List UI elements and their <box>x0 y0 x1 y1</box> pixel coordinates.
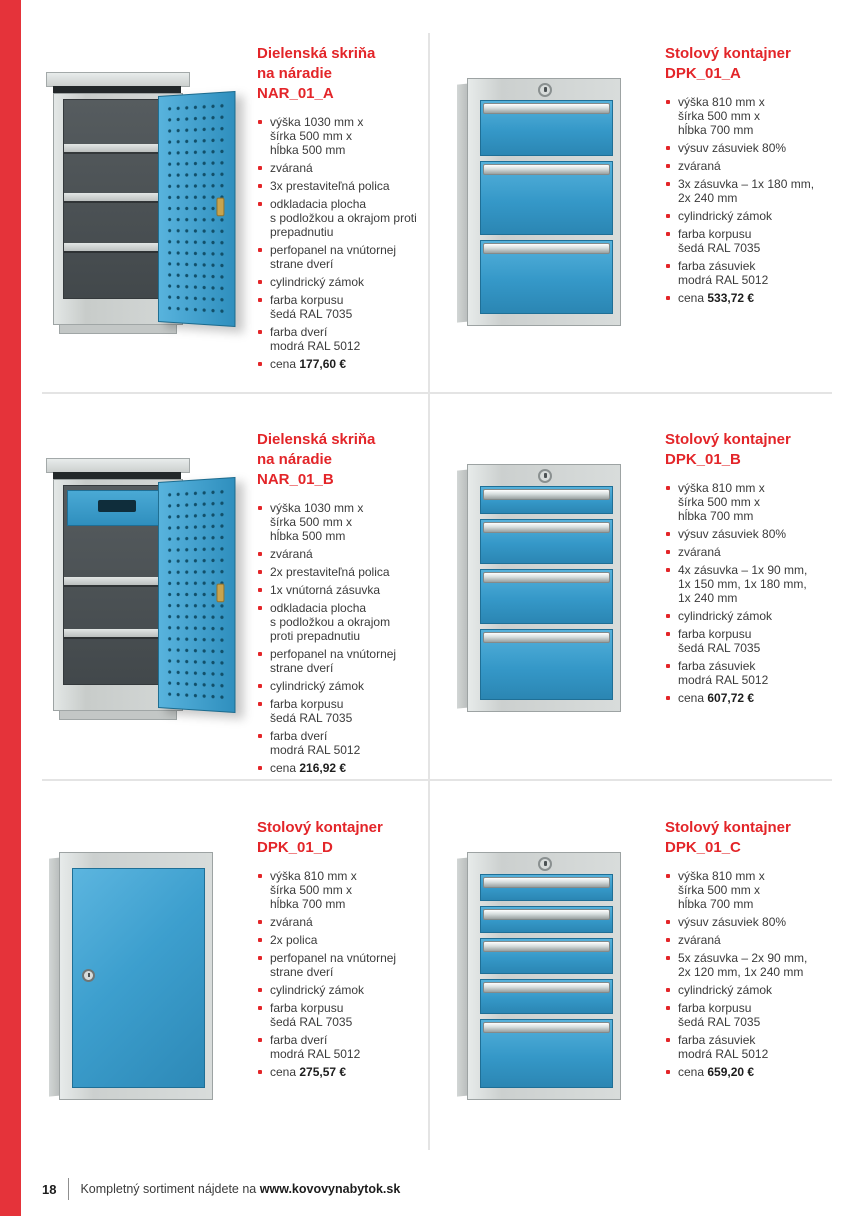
inner-drawer <box>67 490 167 526</box>
spec-text: 2x prestaviteľná polica <box>270 565 390 579</box>
row-divider-1 <box>42 392 832 394</box>
bullet-icon <box>258 766 262 770</box>
spec-item <box>257 1065 430 1079</box>
spec-item <box>665 951 838 979</box>
cabinet-shelf <box>64 144 170 152</box>
drawer-handle <box>483 982 610 993</box>
spec-text: farba korpusu šedá RAL 7035 <box>678 227 761 255</box>
bullet-icon <box>258 330 262 334</box>
bullet-icon <box>258 956 262 960</box>
spec-text: 3x zásuvka – 1x 180 mm, 2x 240 mm <box>678 177 815 205</box>
keyhole-icon <box>82 969 95 982</box>
spec-text: 5x zásuvka – 2x 90 mm, 2x 120 mm, 1x 240 mm <box>678 951 808 979</box>
bullet-icon <box>258 570 262 574</box>
cabinet-top-lid <box>46 458 190 473</box>
bullet-icon <box>666 100 670 104</box>
drawer-handle <box>483 572 610 583</box>
spec-item <box>257 647 430 675</box>
spec-item <box>257 115 430 157</box>
bullet-icon <box>258 552 262 556</box>
bullet-icon <box>258 606 262 610</box>
bullet-icon <box>258 684 262 688</box>
spec-text: zváraná <box>678 159 721 173</box>
product-price: 659,20 € <box>707 1065 755 1079</box>
spec-text: výška 1030 mm x šírka 500 mm x hĺbka 500 mm <box>270 115 364 157</box>
product-image <box>452 846 657 1108</box>
drawer-stack <box>480 874 613 1088</box>
spec-text: farba dverí modrá RAL 5012 <box>270 1033 361 1061</box>
spec-text: cena 607,72 € <box>678 691 755 705</box>
pegboard-door <box>158 477 235 713</box>
spec-text: farba korpusu šedá RAL 7035 <box>270 1001 353 1029</box>
bullet-icon <box>258 588 262 592</box>
spec-item <box>665 627 838 655</box>
row-divider-2 <box>42 779 832 781</box>
spec-text: farba dverí modrá RAL 5012 <box>270 325 361 353</box>
product-info <box>257 42 430 375</box>
cabinet-shelf <box>64 629 170 637</box>
spec-text: farba korpusu šedá RAL 7035 <box>678 627 761 655</box>
spec-item <box>257 697 430 725</box>
spec-text: perfopanel na vnútornej strane dverí <box>270 951 397 979</box>
bullet-icon <box>666 1006 670 1010</box>
product-title: Stolový kontajner DPK_01_B <box>665 431 791 468</box>
spec-text: perfopanel na vnútornej strane dverí <box>270 647 397 675</box>
cabinet-interior <box>63 99 171 299</box>
bullet-icon <box>258 248 262 252</box>
spec-list <box>257 869 430 1079</box>
drawer-handle <box>483 1022 610 1033</box>
spec-item <box>257 761 430 775</box>
product-info <box>665 816 838 1108</box>
product-info <box>257 428 430 779</box>
bullet-icon <box>666 146 670 150</box>
bullet-icon <box>666 164 670 168</box>
spec-text: farba zásuviek modrá RAL 5012 <box>678 659 769 687</box>
spec-item <box>257 1001 430 1029</box>
bullet-icon <box>258 202 262 206</box>
spec-item <box>665 563 838 605</box>
bullet-icon <box>666 920 670 924</box>
spec-text: výška 1030 mm x šírka 500 mm x hĺbka 500 mm <box>270 501 364 543</box>
spec-item <box>257 547 430 561</box>
drawer-handle <box>483 941 610 952</box>
product-info <box>665 428 838 720</box>
drawer-front <box>480 629 613 700</box>
bullet-icon <box>258 938 262 942</box>
drawer-front <box>480 519 613 564</box>
footer-divider <box>68 1178 69 1200</box>
spec-text: cena 533,72 € <box>678 291 755 305</box>
bullet-icon <box>258 874 262 878</box>
cabinet-shelf <box>64 577 170 585</box>
drawer-handle <box>483 632 610 643</box>
spec-item <box>665 869 838 911</box>
product-card-dpk_01_b <box>452 428 838 720</box>
spec-text: perfopanel na vnútornej strane dverí <box>270 243 397 271</box>
spec-item <box>257 275 430 289</box>
drawer-handle <box>483 103 610 114</box>
spec-text: cylindrický zámok <box>678 609 773 623</box>
product-title: Stolový kontajner DPK_01_D <box>257 819 383 856</box>
cabinet-frame <box>467 852 621 1100</box>
keyhole-icon <box>538 83 552 97</box>
cabinet-top-lid <box>46 72 190 87</box>
bullet-icon <box>666 874 670 878</box>
spec-item <box>257 915 430 929</box>
spec-item <box>665 915 838 929</box>
product-price: 177,60 € <box>299 357 347 371</box>
inner-drawer-handle <box>98 500 136 512</box>
bullet-icon <box>258 120 262 124</box>
bullet-icon <box>258 184 262 188</box>
product-price: 216,92 € <box>299 761 347 775</box>
bullet-icon <box>258 362 262 366</box>
spec-text: 4x zásuvka – 1x 90 mm, 1x 150 mm, 1x 180 mm, 1x 240 mm <box>678 563 808 605</box>
bullet-icon <box>666 486 670 490</box>
spec-text: zváraná <box>678 545 721 559</box>
cabinet-top-edge <box>53 472 181 479</box>
spec-item <box>665 983 838 997</box>
spec-item <box>665 481 838 523</box>
spec-list <box>257 115 430 371</box>
spec-list <box>257 501 430 775</box>
product-image <box>44 72 249 334</box>
spec-item <box>665 209 838 223</box>
spec-text: farba korpusu šedá RAL 7035 <box>270 293 353 321</box>
spec-item <box>257 983 430 997</box>
drawer-front <box>480 569 613 623</box>
spec-text: zváraná <box>270 547 313 561</box>
spec-text: odkladacia plocha s podložkou a okrajom proti prepadnutiu <box>270 601 391 643</box>
spec-item <box>665 545 838 559</box>
drawer-stack <box>480 486 613 700</box>
drawer-front <box>480 938 613 973</box>
spec-text: výška 810 mm x šírka 500 mm x hĺbka 700 mm <box>678 869 765 911</box>
spec-text: výsuv zásuviek 80% <box>678 141 787 155</box>
cabinet-door <box>72 868 205 1088</box>
spec-item <box>665 527 838 541</box>
spec-item <box>257 1033 430 1061</box>
bullet-icon <box>666 956 670 960</box>
spec-text: cylindrický zámok <box>678 983 773 997</box>
bullet-icon <box>666 614 670 618</box>
spec-item <box>257 729 430 757</box>
product-title: Dielenská skriňa na náradie NAR_01_A <box>257 45 376 102</box>
bullet-icon <box>666 182 670 186</box>
bullet-icon <box>258 1038 262 1042</box>
spec-item <box>665 291 838 305</box>
bullet-icon <box>258 1006 262 1010</box>
drawer-handle <box>483 909 610 920</box>
bullet-icon <box>666 296 670 300</box>
product-price: 275,57 € <box>299 1065 347 1079</box>
product-image <box>44 846 249 1108</box>
spec-item <box>257 293 430 321</box>
spec-item <box>257 933 430 947</box>
bullet-icon <box>666 1038 670 1042</box>
spec-item <box>665 1065 838 1079</box>
cabinet-top-edge <box>53 86 181 93</box>
product-card-nar_01_b <box>44 428 430 779</box>
drawer-front <box>480 874 613 901</box>
spec-item <box>665 177 838 205</box>
spec-text: zváraná <box>678 933 721 947</box>
spec-text: zváraná <box>270 915 313 929</box>
bullet-icon <box>258 734 262 738</box>
cabinet-frame <box>467 464 621 712</box>
spec-text: cena 275,57 € <box>270 1065 347 1079</box>
spec-text: 1x vnútorná zásuvka <box>270 583 381 597</box>
bullet-icon <box>258 280 262 284</box>
spec-item <box>665 609 838 623</box>
pegboard-door <box>158 91 235 327</box>
bullet-icon <box>666 214 670 218</box>
spec-text: cylindrický zámok <box>270 275 365 289</box>
drawer-handle <box>483 164 610 175</box>
spec-item <box>665 95 838 137</box>
spec-text: cena 216,92 € <box>270 761 347 775</box>
spec-text: farba zásuviek modrá RAL 5012 <box>678 259 769 287</box>
spec-text: výška 810 mm x šírka 500 mm x hĺbka 700 mm <box>678 481 765 523</box>
bullet-icon <box>258 166 262 170</box>
spec-text: výška 810 mm x šírka 500 mm x hĺbka 700 mm <box>678 95 765 137</box>
spec-item <box>257 179 430 193</box>
bullet-icon <box>258 702 262 706</box>
spec-item <box>665 691 838 705</box>
drawer-front <box>480 1019 613 1088</box>
bullet-icon <box>666 1070 670 1074</box>
spec-text: cylindrický zámok <box>270 983 365 997</box>
spec-item <box>665 933 838 947</box>
door-lock-handle <box>216 583 224 602</box>
cabinet-frame <box>59 852 213 1100</box>
spec-text: farba zásuviek modrá RAL 5012 <box>678 1033 769 1061</box>
drawer-handle <box>483 522 610 533</box>
spec-list <box>665 481 838 705</box>
spec-item <box>257 357 430 371</box>
spec-item <box>665 141 838 155</box>
drawer-front <box>480 486 613 514</box>
spec-item <box>257 501 430 543</box>
product-card-dpk_01_d <box>44 816 430 1108</box>
keyhole-icon <box>538 469 552 483</box>
footer-url: www.kovovynabytok.sk <box>259 1182 401 1196</box>
product-image <box>452 72 657 334</box>
bullet-icon <box>666 988 670 992</box>
cabinet-shelf <box>64 243 170 251</box>
spec-item <box>257 197 430 239</box>
bullet-icon <box>666 696 670 700</box>
product-price: 607,72 € <box>707 691 755 705</box>
bullet-icon <box>258 920 262 924</box>
spec-text: odkladacia plocha s podložkou a okrajom proti prepadnutiu <box>270 197 417 239</box>
spec-item <box>665 1001 838 1029</box>
product-price: 533,72 € <box>707 291 755 305</box>
bullet-icon <box>258 298 262 302</box>
spec-item <box>257 951 430 979</box>
product-title: Dielenská skriňa na náradie NAR_01_B <box>257 431 376 488</box>
cabinet-plinth <box>59 710 177 720</box>
page-footer <box>42 1176 400 1202</box>
spec-text: výsuv zásuviek 80% <box>678 915 787 929</box>
product-info <box>665 42 838 334</box>
spec-item <box>257 325 430 353</box>
bullet-icon <box>666 632 670 636</box>
drawer-front <box>480 906 613 933</box>
bullet-icon <box>666 568 670 572</box>
bullet-icon <box>258 1070 262 1074</box>
spec-item <box>257 583 430 597</box>
bullet-icon <box>666 532 670 536</box>
keyhole-icon <box>538 857 552 871</box>
bullet-icon <box>258 988 262 992</box>
bullet-icon <box>666 232 670 236</box>
bullet-icon <box>258 506 262 510</box>
cabinet-shelf <box>64 193 170 201</box>
spec-text: cena 177,60 € <box>270 357 347 371</box>
spec-text: výsuv zásuviek 80% <box>678 527 787 541</box>
spec-item <box>665 1033 838 1061</box>
spec-text: farba dverí modrá RAL 5012 <box>270 729 361 757</box>
product-title: Stolový kontajner DPK_01_A <box>665 45 791 82</box>
spec-text: cylindrický zámok <box>270 679 365 693</box>
spec-list <box>665 869 838 1079</box>
spec-item <box>257 679 430 693</box>
spec-list <box>665 95 838 305</box>
spec-item <box>665 227 838 255</box>
page-accent-bar <box>0 0 21 1216</box>
product-card-dpk_01_c <box>452 816 838 1108</box>
product-image <box>44 458 249 720</box>
spec-item <box>257 565 430 579</box>
drawer-front <box>480 100 613 156</box>
spec-item <box>257 243 430 271</box>
page-number: 18 <box>42 1181 57 1197</box>
bullet-icon <box>666 938 670 942</box>
spec-text: farba korpusu šedá RAL 7035 <box>270 697 353 725</box>
cabinet-plinth <box>59 324 177 334</box>
drawer-handle <box>483 489 610 500</box>
spec-item <box>257 601 430 643</box>
spec-text: zváraná <box>270 161 313 175</box>
cabinet-frame <box>467 78 621 326</box>
product-card-nar_01_a <box>44 42 430 375</box>
product-title: Stolový kontajner DPK_01_C <box>665 819 791 856</box>
footer-text <box>80 1182 400 1196</box>
spec-text: výška 810 mm x šírka 500 mm x hĺbka 700 mm <box>270 869 357 911</box>
spec-text: farba korpusu šedá RAL 7035 <box>678 1001 761 1029</box>
spec-item <box>257 161 430 175</box>
product-image <box>452 458 657 720</box>
spec-text: cena 659,20 € <box>678 1065 755 1079</box>
spec-text: cylindrický zámok <box>678 209 773 223</box>
spec-item <box>665 159 838 173</box>
drawer-front <box>480 979 613 1014</box>
drawer-front <box>480 240 613 314</box>
drawer-front <box>480 161 613 235</box>
door-lock-handle <box>216 197 224 216</box>
spec-item <box>665 659 838 687</box>
drawer-stack <box>480 100 613 314</box>
bullet-icon <box>666 264 670 268</box>
spec-item <box>665 259 838 287</box>
bullet-icon <box>258 652 262 656</box>
cabinet-interior <box>63 485 171 685</box>
drawer-handle <box>483 243 610 254</box>
bullet-icon <box>666 664 670 668</box>
product-info <box>257 816 430 1108</box>
product-card-dpk_01_a <box>452 42 838 334</box>
footer-text-plain: Kompletný sortiment nájdete na <box>80 1182 260 1196</box>
spec-text: 3x prestaviteľná polica <box>270 179 390 193</box>
spec-text: 2x polica <box>270 933 318 947</box>
spec-item <box>257 869 430 911</box>
drawer-handle <box>483 877 610 888</box>
bullet-icon <box>666 550 670 554</box>
